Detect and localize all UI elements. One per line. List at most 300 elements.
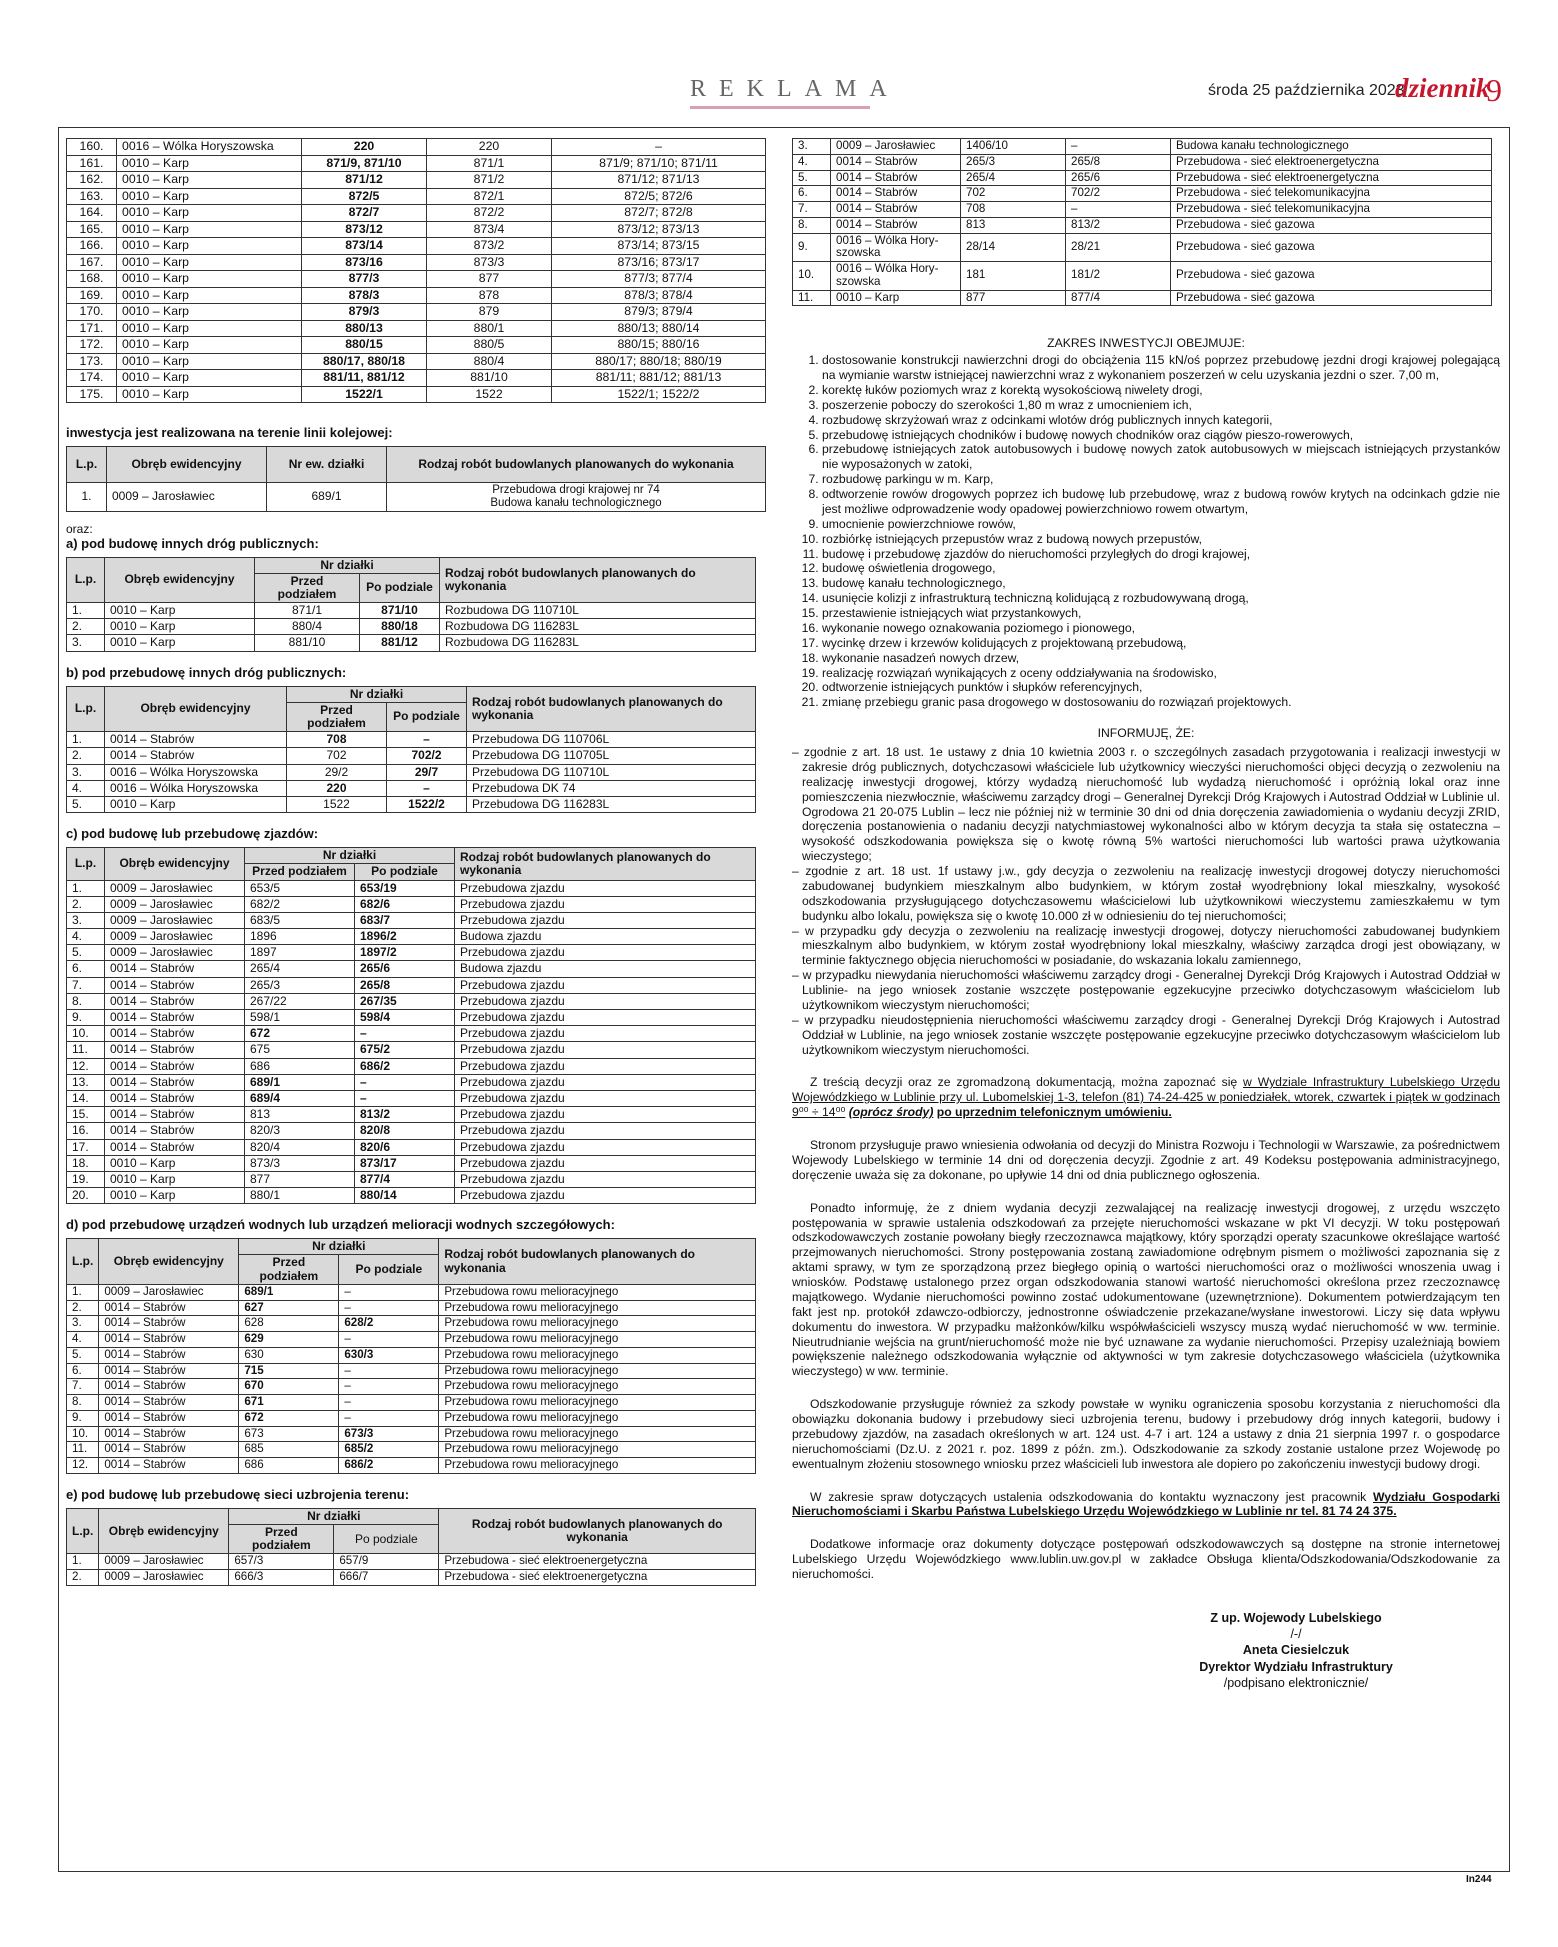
- table-cell: 0009 – Jarosławiec: [99, 1284, 239, 1300]
- table-row: [793, 154, 1492, 170]
- table-row: [67, 205, 766, 222]
- ad-code: In244: [1466, 1874, 1492, 1885]
- table-cell: 265/3: [245, 977, 355, 993]
- table-cell: 0010 – Karp: [117, 188, 302, 205]
- table-row: [67, 993, 756, 1009]
- table-cell: Przebudowa zjazdu: [455, 1155, 756, 1171]
- table-cell: 0014 – Stabrów: [99, 1316, 239, 1332]
- informuje-item: – w przypadku gdy decyzja o zezwoleniu na realizację inwestycji drogowej, dotyczy nieruchomości zabudowanej budynkiem mieszkalnym albo budynkiem, w którym został wyodrębniony lokal mieszkalny, właściwy zarządca drogi jest obowiązany, w terminie faktycznego objęcia nieruchomości w posiadanie, do wskazania lokalu zamiennego,: [792, 923, 1500, 968]
- table-cell: 0014 – Stabrów: [105, 1042, 245, 1058]
- table-row: [67, 929, 756, 945]
- table-cell: Przebudowa zjazdu: [455, 1058, 756, 1074]
- table-cell: Przebudowa zjazdu: [455, 1010, 756, 1026]
- table-cell: 820/3: [245, 1123, 355, 1139]
- table-cell: 873/3: [245, 1155, 355, 1171]
- table-cell: 265/4: [961, 170, 1066, 186]
- table-cell: Przebudowa zjazdu: [455, 1139, 756, 1155]
- table-cell: 10.: [793, 262, 831, 291]
- paragraph-damages: Odszkodowanie przysługuje również za szkody powstałe w wyniku ograniczenia sposobu korzystania z nieruchomości dla obowiązku dokonania budowy i przebudowy sieci uzbrojenia terenu, budowy i przebudowy dróg innych kategorii, budowy i przebudowy zjazdów, na zasadach określonych w art. 124 ust. 4-7 i art. 124 a ustawy z dnia 21 sierpnia 1997 r. o gospodarce nieruchomościami (Dz.U. z 2021 r. poz. 1899 z późn. zm.). Odszkodowanie za szkody zostanie ustalone przez Wojewodę po ewentualnym złożeniu stosownego wniosku przez właścicieli lub inwestora ale dopiero po zakończeniu inwestycji budowy drogi.: [792, 1397, 1500, 1471]
- table-cell: Przebudowa zjazdu: [455, 1107, 756, 1123]
- table-cell: –: [1066, 202, 1171, 218]
- table-cell: 4.: [793, 154, 831, 170]
- zakres-item: 17. wycinkę drzew i krzewów kolidujących z projektowaną przebudową,: [822, 636, 1500, 651]
- table-cell: 3.: [67, 1316, 99, 1332]
- table-row: [67, 188, 766, 205]
- table-cell: 873/16; 873/17: [552, 254, 766, 271]
- table-row: [67, 139, 766, 156]
- table-cell: 163.: [67, 188, 117, 205]
- section-b-table: L.p. Obręb ewidencyjny Nr działki Rodzaj robót budowlanych planowanych do wykonania Przed podziałem Po podziale 1. 0014 – Stabrów 708 – Przebudowa DG 110706L 2. 0014 – Stabrów 702 702/2 Przebudowa DG 110705L 3. 0016 – Wólka Horyszowska 29/2 29/7 Przebudowa DG 110710L 4. 0016 – Wólka Horyszowska 220 – Przebudowa DK 74 5. 0010 – Karp 1522 1522/2 Przebudowa DG 116283L: [66, 686, 756, 814]
- table-cell: 881/11; 881/12; 881/13: [552, 370, 766, 387]
- table-cell: 873/2: [427, 238, 552, 255]
- table-cell: 0009 – Jarosławiec: [105, 945, 245, 961]
- table-cell: 0010 – Karp: [117, 254, 302, 271]
- table-cell: Przebudowa zjazdu: [455, 1123, 756, 1139]
- table-cell: Przebudowa rowu melioracyjnego: [439, 1458, 756, 1474]
- table-row: [67, 1058, 756, 1074]
- zakres-item: 10. rozbiórkę istniejących przepustów wraz z budową nowych przepustów,: [822, 532, 1500, 547]
- table-row: [67, 1139, 756, 1155]
- network-table-continued: [792, 138, 1492, 306]
- informuje-item: – w przypadku niewydania nieruchomości właściwemu zarządcy drogi - Generalnej Dyrekcji Dróg Krajowych i Autostrad Oddział w Lublinie- na jego wniosek zostanie wszczęte postępowanie egzekucyjne przeciwko dotychczasowym właścicielom lub użytkownikom wieczystym nieruchomości;: [792, 968, 1500, 1012]
- table-cell: 672: [245, 1026, 355, 1042]
- table-cell: 702/2: [1066, 186, 1171, 202]
- table-row: [67, 1554, 756, 1570]
- table-row: [793, 139, 1492, 155]
- page-header: [0, 70, 1558, 120]
- zakres-item: 13. budowę kanału technologicznego,: [822, 576, 1500, 591]
- oraz-label: oraz:: [66, 521, 93, 536]
- table-cell: 820/4: [245, 1139, 355, 1155]
- table-cell: 689/1: [239, 1284, 339, 1300]
- table-cell: Przebudowa zjazdu: [455, 1171, 756, 1187]
- table-cell: Rozbudowa DG 110710L: [440, 603, 756, 619]
- table-cell: 3.: [67, 635, 105, 651]
- table-cell: Przebudowa DG 110706L: [467, 732, 756, 748]
- table-cell: Przebudowa - sieć gazowa: [1171, 217, 1492, 233]
- zakres-item: 8. odtworzenie rowów drogowych poprzez ich budowę lub przebudowę, wraz z budową rowów krytych na odcinkach gdzie nie jest możliwe odprowadzenie wody opadowej powierzchniowo rowem otwartym,: [822, 487, 1500, 517]
- section-d-title: d) pod przebudowę urządzeń wodnych lub urządzeń melioracji wodnych szczegółowych:: [66, 1217, 615, 1233]
- zakres-section: [792, 336, 1500, 710]
- table-cell: 167.: [67, 254, 117, 271]
- table-cell: 0009 – Jarosławiec: [831, 139, 961, 155]
- table-cell: 7.: [793, 202, 831, 218]
- table-cell: 880/17, 880/18: [302, 353, 427, 370]
- table-cell: 2.: [67, 748, 105, 764]
- table-cell: 265/8: [1066, 154, 1171, 170]
- table-cell: 686/2: [339, 1458, 439, 1474]
- table-cell: Przebudowa zjazdu: [455, 1042, 756, 1058]
- table-cell: 671: [239, 1395, 339, 1411]
- table-row: [67, 796, 756, 812]
- table-cell: 6.: [793, 186, 831, 202]
- table-cell: 1897: [245, 945, 355, 961]
- table-cell: 181: [961, 262, 1066, 291]
- table-cell: 879: [427, 304, 552, 321]
- table-cell: 1.: [67, 1554, 99, 1570]
- informuje-item: – zgodnie z art. 18 ust. 1e ustawy z dnia 10 kwietnia 2003 r. o szczególnych zasadach przygotowania i realizacji inwestycji w zakresie dróg publicznych, dotychczasowi właściciele lub użytkownicy wieczyści nieruchomości objęci decyzją o zezwoleniu na realizację inwestycji drogowej, którzy wydadzą nieruchomość lub wydadzą nieruchomość i opróżnią lokal oraz inne pomieszczenia niezwłocznie, właściwemu zarządcy drogi – Generalnej Dyrekcji Dróg Krajowych i Autostrad Oddział w Lublinie ul. Ogrodowa 21 20-075 Lublin – lecz nie później niż w terminie 30 dni od dnia doręczenia zawiadomienia o wydaniu decyzji ZRID, doręczenia postanowienia o nadaniu decyzji natychmiastowej wykonalności albo w którym decyzja ta stała się ostateczna – wysokość odszkodowania powiększa się o kwotę równą 5% wartości nieruchomości lub wartości prawa użytkowania wieczystego;: [792, 745, 1500, 864]
- table-cell: Przebudowa DG 116283L: [467, 796, 756, 812]
- table-cell: Przebudowa - sieć elektroenergetyczna: [439, 1570, 756, 1586]
- table-row: [67, 1123, 756, 1139]
- table-cell: Przebudowa rowu melioracyjnego: [439, 1284, 756, 1300]
- signature-block: Z up. Wojewody Lubelskiego /-/ Aneta Ciesielczuk Dyrektor Wydziału Infrastruktury /podpisano elektronicznie/: [1199, 1610, 1393, 1690]
- table-cell: 653/19: [355, 880, 455, 896]
- table-cell: 1522: [287, 796, 387, 812]
- table-row: [793, 186, 1492, 202]
- table-cell: 813: [245, 1107, 355, 1123]
- table-cell: 685/2: [339, 1442, 439, 1458]
- table-cell: 164.: [67, 205, 117, 222]
- table-cell: 0010 – Karp: [117, 271, 302, 288]
- table-row: [793, 170, 1492, 186]
- table-cell: 4.: [67, 1332, 99, 1348]
- table-cell: Przebudowa zjazdu: [455, 896, 756, 912]
- table-cell: 0016 – Wólka Horyszowska: [105, 780, 287, 796]
- table-cell: 0010 – Karp: [117, 320, 302, 337]
- table-row: [67, 271, 766, 288]
- parcel-table-main: [66, 138, 766, 403]
- table-row: [67, 1458, 756, 1474]
- table-cell: 653/5: [245, 880, 355, 896]
- col-rodzaj: Rodzaj robót budowlanych planowanych do wykonania: [387, 447, 766, 483]
- table-cell: 0014 – Stabrów: [99, 1395, 239, 1411]
- table-cell: 873/14: [302, 238, 427, 255]
- table-cell: 685: [239, 1442, 339, 1458]
- table-cell: 16.: [67, 1123, 105, 1139]
- zakres-item: 15. przestawienie istniejących wiat przystankowych,: [822, 606, 1500, 621]
- table-cell: 265/6: [355, 961, 455, 977]
- col-obreb: Obręb ewidencyjny: [107, 447, 267, 483]
- table-cell: Przebudowa - sieć elektroenergetyczna: [1171, 154, 1492, 170]
- table-cell: 877/3: [302, 271, 427, 288]
- table-row: [67, 320, 766, 337]
- table-cell: 1.: [67, 880, 105, 896]
- table-row: [67, 1347, 756, 1363]
- table-cell: 628: [239, 1316, 339, 1332]
- table-cell: 13.: [67, 1074, 105, 1090]
- table-cell: 873/12: [302, 221, 427, 238]
- table-cell: 220: [302, 139, 427, 156]
- table-cell: 872/1: [427, 188, 552, 205]
- table-cell: 0009 – Jarosławiec: [105, 912, 245, 928]
- table-cell: Przebudowa DG 110705L: [467, 748, 756, 764]
- table-cell: 1.: [67, 732, 105, 748]
- table-cell: 880/13; 880/14: [552, 320, 766, 337]
- table-cell: 11.: [67, 1042, 105, 1058]
- table-cell: 881/11, 881/12: [302, 370, 427, 387]
- table-cell: 880/15: [302, 337, 427, 354]
- table-cell: 4.: [67, 929, 105, 945]
- table-row: [67, 1171, 756, 1187]
- table-cell: 0016 – Wólka Hory- szowska: [831, 262, 961, 291]
- table-cell: 265/4: [245, 961, 355, 977]
- table-row: [67, 764, 756, 780]
- table-cell: Przebudowa rowu melioracyjnego: [439, 1395, 756, 1411]
- table-cell: 162.: [67, 172, 117, 189]
- table-cell: Przebudowa - sieć gazowa: [1171, 262, 1492, 291]
- table-cell: Przebudowa zjazdu: [455, 1188, 756, 1204]
- table-row: [67, 155, 766, 172]
- table-row: [67, 1188, 756, 1204]
- table-cell: 813/2: [1066, 217, 1171, 233]
- table-cell: 11.: [793, 290, 831, 306]
- table-cell: 0014 – Stabrów: [99, 1363, 239, 1379]
- table-cell: 2.: [67, 619, 105, 635]
- table-row: [67, 1426, 756, 1442]
- table-cell: 0014 – Stabrów: [105, 977, 245, 993]
- table-cell: Przebudowa zjazdu: [455, 1090, 756, 1106]
- table-cell: 878/3: [302, 287, 427, 304]
- table-cell: 0010 – Karp: [105, 619, 255, 635]
- table-cell: 0014 – Stabrów: [831, 154, 961, 170]
- table-cell: 0009 – Jarosławiec: [105, 929, 245, 945]
- table-cell: 873/12; 873/13: [552, 221, 766, 238]
- table-cell: 872/7: [302, 205, 427, 222]
- table-cell: 4.: [67, 780, 105, 796]
- table-cell: Przebudowa - sieć elektroenergetyczna: [1171, 170, 1492, 186]
- table-cell: 18.: [67, 1155, 105, 1171]
- table-cell: 628/2: [339, 1316, 439, 1332]
- table-cell: 10.: [67, 1026, 105, 1042]
- table-cell: Przebudowa rowu melioracyjnego: [439, 1442, 756, 1458]
- table-cell: Przebudowa DK 74: [467, 780, 756, 796]
- table-cell: 675/2: [355, 1042, 455, 1058]
- section-e-table: L.p. Obręb ewidencyjny Nr działki Rodzaj robót budowlanych planowanych do wykonania Przed podziałem Po podziale 1. 0009 – Jarosławiec 657/3 657/9 Przebudowa - sieć elektroenergetyczna 2. 0009 – Jarosławiec 666/3 666/7 Przebudowa - sieć elektroenergetyczna: [66, 1508, 756, 1586]
- table-cell: 813: [961, 217, 1066, 233]
- table-cell: 12.: [67, 1058, 105, 1074]
- table-cell: 173.: [67, 353, 117, 370]
- zakres-title: ZAKRES INWESTYCJI OBEJMUJE:: [1047, 336, 1245, 351]
- table-row: [67, 1316, 756, 1332]
- table-cell: Rozbudowa DG 116283L: [440, 619, 756, 635]
- table-row: [67, 1379, 756, 1395]
- table-cell: 1522: [427, 386, 552, 403]
- table-cell: 871/1: [427, 155, 552, 172]
- table-cell: 2.: [67, 1300, 99, 1316]
- rail-title: inwestycja jest realizowana na terenie linii kolejowej:: [66, 425, 393, 441]
- table-cell: 877/3; 877/4: [552, 271, 766, 288]
- table-cell: 0010 – Karp: [831, 290, 961, 306]
- table-cell: 0009 – Jarosławiec: [99, 1570, 229, 1586]
- table-cell: 0016 – Wólka Horyszowska: [117, 139, 302, 156]
- rail-table: [66, 446, 766, 511]
- table-cell: 0010 – Karp: [117, 172, 302, 189]
- table-cell: 0010 – Karp: [117, 221, 302, 238]
- table-cell: 1897/2: [355, 945, 455, 961]
- table-row: [793, 233, 1492, 262]
- table-cell: 672: [239, 1410, 339, 1426]
- table-cell: 0010 – Karp: [117, 370, 302, 387]
- table-cell: 2.: [67, 896, 105, 912]
- table-cell: 1406/10: [961, 139, 1066, 155]
- zakres-item: 21. zmianę przebiegu granic pasa drogowego w dostosowaniu do rozwiązań projektowych.: [822, 695, 1500, 710]
- zakres-item: 7. rozbudowę parkingu w m. Karp,: [822, 472, 1500, 487]
- paragraph-appeal: Stronom przysługuje prawo wniesienia odwołania od decyzji do Ministra Rozwoju i Technologii w Warszawie, za pośrednictwem Wojewody Lubelskiego w terminie 14 dni od doręczenia decyzji. Zgodnie z art. 49 Kodeksu postępowania administracyjnego, doręczenie uważa się za dokonane, po upływie 14 dni od dnia publicznego ogłoszenia.: [792, 1138, 1500, 1182]
- table-cell: 20.: [67, 1188, 105, 1204]
- table-row: [793, 290, 1492, 306]
- table-cell: 9.: [67, 1010, 105, 1026]
- table-cell: 820/8: [355, 1123, 455, 1139]
- table-cell: 0014 – Stabrów: [105, 961, 245, 977]
- table-cell: 683/7: [355, 912, 455, 928]
- table-cell: Przebudowa zjazdu: [455, 977, 756, 993]
- table-cell: 598/1: [245, 1010, 355, 1026]
- table-cell: 873/14; 873/15: [552, 238, 766, 255]
- table-cell: 28/21: [1066, 233, 1171, 262]
- col-nr: Nr ew. działki: [267, 447, 387, 483]
- informuje-list: [792, 745, 1500, 1057]
- notice-paragraphs: [792, 1075, 1500, 1582]
- table-cell: –: [339, 1332, 439, 1348]
- table-cell: Przebudowa rowu melioracyjnego: [439, 1332, 756, 1348]
- table-cell: Przebudowa - sieć telekomunikacyjna: [1171, 202, 1492, 218]
- table-cell: –: [552, 139, 766, 156]
- table-cell: 265/6: [1066, 170, 1171, 186]
- table-cell: 0014 – Stabrów: [105, 1139, 245, 1155]
- table-cell: 1.: [67, 1284, 99, 1300]
- table-cell: 0014 – Stabrów: [105, 1074, 245, 1090]
- table-cell: Przebudowa zjazdu: [455, 1026, 756, 1042]
- table-row: [67, 619, 756, 635]
- table-row: [67, 977, 756, 993]
- table-cell: 9.: [67, 1410, 99, 1426]
- table-cell: 28/14: [961, 233, 1066, 262]
- table-row: [67, 1155, 756, 1171]
- table-cell: 169.: [67, 287, 117, 304]
- table-cell: 0014 – Stabrów: [105, 748, 287, 764]
- table-cell: 7.: [67, 977, 105, 993]
- table-row: [67, 221, 766, 238]
- table-cell: 872/5: [302, 188, 427, 205]
- section-c-title: c) pod budowę lub przebudowę zjazdów:: [66, 826, 319, 842]
- table-cell: 670: [239, 1379, 339, 1395]
- table-row: [67, 1010, 756, 1026]
- table-row: [67, 238, 766, 255]
- table-cell: 220: [427, 139, 552, 156]
- zakres-item: 2. korektę łuków poziomych wraz z korektą wysokościową niwelety drogi,: [822, 383, 1500, 398]
- section-e-title: e) pod budowę lub przebudowę sieci uzbrojenia terenu:: [66, 1486, 410, 1502]
- table-row: [67, 353, 766, 370]
- paragraph-documentation: Z treścią decyzji oraz ze zgromadzoną dokumentacją, można zapoznać się w Wydziale Infrastruktury Lubelskiego Urzędu Wojewódzkiego w Lublinie przy ul. Lubomelskiej 1-3, telefon (81) 74-24-425 w poniedziałek, wtorek, czwartek i piątek w godzinach 9⁰⁰ ÷ 14⁰⁰ (oprócz środy) po uprzednim telefonicznym umówieniu.: [792, 1075, 1500, 1120]
- table-cell: Przebudowa - sieć elektroenergetyczna: [439, 1554, 756, 1570]
- table-cell: 871/12: [302, 172, 427, 189]
- table-cell: 0014 – Stabrów: [831, 202, 961, 218]
- table-row: [67, 635, 756, 651]
- table-row: [67, 1074, 756, 1090]
- table-cell: 880/18: [360, 619, 440, 635]
- table-cell: 715: [239, 1363, 339, 1379]
- table-cell: 1.: [67, 603, 105, 619]
- table-cell: 873/4: [427, 221, 552, 238]
- table-cell: 0009 – Jarosławiec: [105, 880, 245, 896]
- table-cell: 6.: [67, 1363, 99, 1379]
- table-cell: 3.: [67, 912, 105, 928]
- table-cell: 0010 – Karp: [105, 1155, 245, 1171]
- table-cell: Przebudowa rowu melioracyjnego: [439, 1426, 756, 1442]
- table-cell: Przebudowa zjazdu: [455, 880, 756, 896]
- section-b-title: b) pod przebudowę innych dróg publicznych:: [66, 664, 347, 680]
- table-cell: –: [339, 1410, 439, 1426]
- table-row: [67, 304, 766, 321]
- zakres-item: 16. wykonanie nowego oznakowania poziomego i pionowego,: [822, 621, 1500, 636]
- table-cell: 872/5; 872/6: [552, 188, 766, 205]
- table-cell: 666/3: [229, 1570, 334, 1586]
- table-cell: 880/13: [302, 320, 427, 337]
- table-cell: –: [339, 1379, 439, 1395]
- table-cell: 0010 – Karp: [117, 205, 302, 222]
- table-cell: 0014 – Stabrów: [99, 1458, 239, 1474]
- table-cell: 630/3: [339, 1347, 439, 1363]
- table-cell: 14.: [67, 1090, 105, 1106]
- table-cell: 29/2: [287, 764, 387, 780]
- table-row: [67, 1395, 756, 1411]
- table-cell: 2.: [67, 1570, 99, 1586]
- table-cell: 0014 – Stabrów: [831, 186, 961, 202]
- table-row: [67, 370, 766, 387]
- table-cell: 17.: [67, 1139, 105, 1155]
- zakres-item: 12. budowę oświetlenia drogowego,: [822, 561, 1500, 576]
- table-cell: –: [339, 1363, 439, 1379]
- table-cell: –: [387, 732, 467, 748]
- table-row: [67, 880, 756, 896]
- table-cell: 168.: [67, 271, 117, 288]
- section-d-table: L.p. Obręb ewidencyjny Nr działki Rodzaj robót budowlanych planowanych do wykonania Przed podziałem Po podziale 1. 0009 – Jarosławiec 689/1 – Przebudowa rowu melioracyjnego 2. 0014 – Stabrów 627 – Przebudowa rowu melioracyjnego 3. 0014 – Stabrów 628 628/2 Przebudowa rowu melioracyjnego 4. 0014 – Stabrów 629 – Przebudowa rowu melioracyjnego 5. 0014 – Stabrów 630 630/3 Przebudowa rowu melioracyjnego 6. 0014 – Stabrów 715 – Przebudowa rowu melioracyjnego 7. 0014 – Stabrów 670 – Przebudowa rowu melioracyjnego 8. 0014 – Stabrów 671 – Przebudowa rowu melioracyjnego 9. 0014 – Stabrów 672 – Przebudowa rowu melioracyjnego 10. 0014 – Stabrów 673 673/3 Przebudowa rowu melioracyjnego 11. 0014 – Stabrów 685 685/2 Przebudowa rowu melioracyjnego 12. 0014 – Stabrów 686 686/2 Przebudowa rowu melioracyjnego: [66, 1238, 756, 1474]
- table-cell: 5.: [67, 945, 105, 961]
- table-cell: 172.: [67, 337, 117, 354]
- table-cell: 8.: [67, 1395, 99, 1411]
- paragraph-compensation: Ponadto informuję, że z dniem wydania decyzji zezwalającej na realizację inwestycji drogowej, z urzędu wszczęto postępowania w sprawie ustalenia odszkodowań za przejęte nieruchomości wskazane w pkt VI decyzji. W toku postępowań odszkodowawczych zostanie powołany biegły rzeczoznawca majątkowy, który sporządzi operaty szacunkowe określające wartość przejmowanych nieruchomości. Strony postępowania zostaną zawiadomione odrębnym pismem o możliwości zapoznania się z aktami sprawy, w tym ze sporządzoną przez biegłego opinią o wartości nieruchomości oraz o możliwości wnoszenia uwag i wniosków. Podstawę ustalonego przez organ odszkodowania stanowi wartość nieruchomości określona przez rzeczoznawcę majątkowego. Wydanie nieruchomości powinno zostać udokumentowane (uzewnętrznione). Dokumentem potwierdzającym ten fakt jest np. protokół zdawczo-odbiorczy, jednostronne oświadczenie przekazane/wysłane inwestorowi. Liczy się data wpływu dokumentu do inwestora. W przypadku małżonków/kilku współwłaścicieli wszyscy muszą wydać nieruchomość w ww. terminie. Nieutrudnianie wejścia na grunt/nieruchomość może nie być uznawane za wydanie nieruchomości. Przepisy uzależniają bowiem powiększenie należnego odszkodowania wyłącznie od aktywności w tym zakresie dotychczasowego właściciela (użytkownika wieczystego) w ww. terminie.: [792, 1200, 1500, 1379]
- table-cell: 702: [961, 186, 1066, 202]
- table-row: [67, 1442, 756, 1458]
- table-row: [67, 896, 756, 912]
- table-cell: 0010 – Karp: [105, 635, 255, 651]
- table-cell: 0010 – Karp: [117, 287, 302, 304]
- table-cell: 708: [287, 732, 387, 748]
- table-cell: 0014 – Stabrów: [99, 1426, 239, 1442]
- table-cell: Przebudowa rowu melioracyjnego: [439, 1300, 756, 1316]
- table-cell: –: [387, 780, 467, 796]
- table-cell: 0010 – Karp: [105, 1188, 245, 1204]
- zakres-item: 6. przebudowę istniejących zatok autobusowych i budowę nowych zatok autobusowych w miejscach istniejących przystanków nie wyposażonych w zatoki,: [822, 442, 1500, 472]
- table-cell: 871/12; 871/13: [552, 172, 766, 189]
- table-cell: Przebudowa rowu melioracyjnego: [439, 1379, 756, 1395]
- table-cell: 11.: [67, 1442, 99, 1458]
- table-cell: Przebudowa zjazdu: [455, 1074, 756, 1090]
- table-cell: 871/9, 871/10: [302, 155, 427, 172]
- table-cell: 0014 – Stabrów: [105, 1058, 245, 1074]
- table-cell: 0014 – Stabrów: [99, 1347, 239, 1363]
- col-lp: L.p.: [67, 447, 107, 483]
- section-a-table: L.p. Obręb ewidencyjny Nr działki Rodzaj robót budowlanych planowanych do wykonania Przed podziałem Po podziale 1. 0010 – Karp 871/1 871/10 Rozbudowa DG 110710L 2. 0010 – Karp 880/4 880/18 Rozbudowa DG 116283L 3. 0010 – Karp 881/10 881/12 Rozbudowa DG 116283L: [66, 557, 756, 652]
- table-cell: 878/3; 878/4: [552, 287, 766, 304]
- table-cell: Przebudowa zjazdu: [455, 993, 756, 1009]
- table-row: [67, 1107, 756, 1123]
- table-cell: Przebudowa rowu melioracyjnego: [439, 1347, 756, 1363]
- table-cell: Przebudowa - sieć gazowa: [1171, 290, 1492, 306]
- table-cell: Przebudowa zjazdu: [455, 945, 756, 961]
- table-row: [67, 386, 766, 403]
- table-cell: Przebudowa zjazdu: [455, 912, 756, 928]
- zakres-item: 9. umocnienie powierzchniowe rowów,: [822, 517, 1500, 532]
- section-c-table: L.p. Obręb ewidencyjny Nr działki Rodzaj robót budowlanych planowanych do wykonania Przed podziałem Po podziale 1. 0009 – Jarosławiec 653/5 653/19 Przebudowa zjazdu 2. 0009 – Jarosławiec 682/2 682/6 Przebudowa zjazdu 3. 0009 – Jarosławiec 683/5 683/7 Przebudowa zjazdu 4. 0009 – Jarosławiec 1896 1896/2 Budowa zjazdu 5. 0009 – Jarosławiec 1897 1897/2 Przebudowa zjazdu 6. 0014 – Stabrów 265/4 265/6 Budowa zjazdu 7. 0014 – Stabrów 265/3 265/8 Przebudowa zjazdu 8. 0014 – Stabrów 267/22 267/35 Przebudowa zjazdu 9. 0014 – Stabrów 598/1 598/4 Przebudowa zjazdu 10. 0014 – Stabrów 672 – Przebudowa zjazdu 11. 0014 – Stabrów 675 675/2 Przebudowa zjazdu 12. 0014 – Stabrów 686 686/2 Przebudowa zjazdu 13. 0014 – Stabrów 689/1 – Przebudowa zjazdu 14. 0014 – Stabrów 689/4 – Przebudowa zjazdu 15. 0014 – Stabrów 813 813/2 Przebudowa zjazdu 16. 0014 – Stabrów 820/3 820/8 Przebudowa zjazdu 17. 0014 – Stabrów 820/4 820/6 Przebudowa zjazdu 18. 0010 – Karp 873/3 873/17 Przebudowa zjazdu 19. 0010 – Karp 877 877/4 Przebudowa zjazdu 20. 0010 – Karp 880/1 880/14 Przebudowa zjazdu: [66, 847, 756, 1204]
- table-cell: 820/6: [355, 1139, 455, 1155]
- table-cell: 29/7: [387, 764, 467, 780]
- zakres-item: 5. przebudowę istniejących chodników i budowę nowych chodników oraz ciągów pieszo-rowerowych,: [822, 428, 1500, 443]
- table-cell: 673/3: [339, 1426, 439, 1442]
- table-cell: 161.: [67, 155, 117, 172]
- table-cell: 880/17; 880/18; 880/19: [552, 353, 766, 370]
